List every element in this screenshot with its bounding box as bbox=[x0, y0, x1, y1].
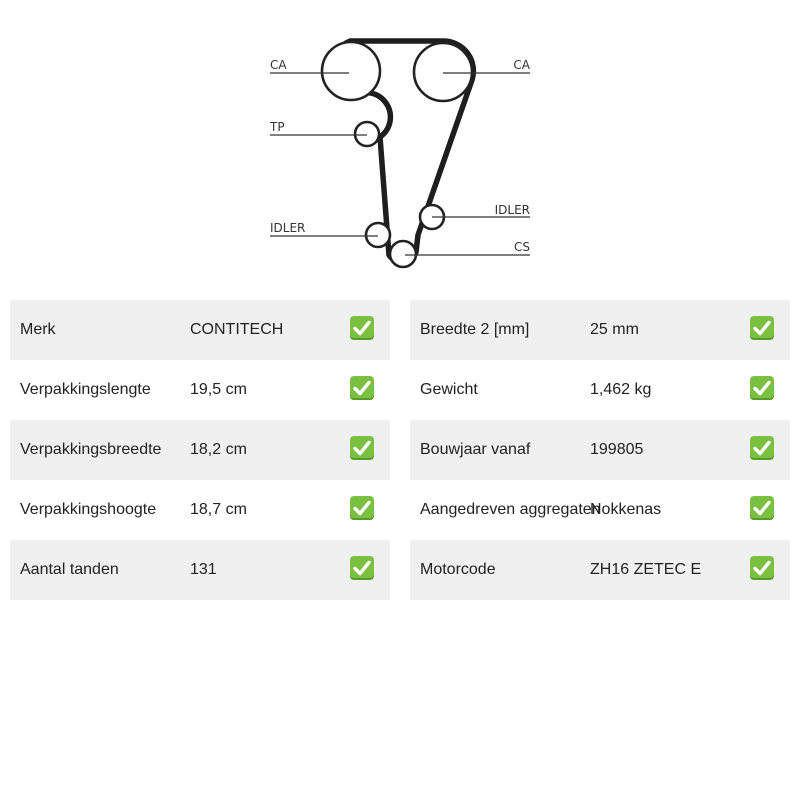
check-mark-button-icon bbox=[350, 436, 374, 460]
spec-label: Motorcode bbox=[420, 561, 496, 578]
crankshaft-pulley bbox=[390, 241, 416, 267]
spec-label: Verpakkingslengte bbox=[20, 381, 151, 398]
spec-table-right bbox=[410, 300, 790, 600]
check-mark-button-icon bbox=[350, 556, 374, 580]
spec-label: Merk bbox=[20, 321, 56, 338]
check-mark-button-icon bbox=[750, 436, 774, 460]
check-mark-button-icon bbox=[750, 376, 774, 400]
spec-row bbox=[410, 420, 790, 480]
timing-belt-diagram bbox=[0, 0, 800, 290]
spec-row bbox=[10, 480, 390, 540]
spec-label: Breedte 2 [mm] bbox=[420, 321, 530, 338]
spec-label: Bouwjaar vanaf bbox=[420, 441, 531, 458]
spec-value: Nokkenas bbox=[590, 501, 662, 518]
spec-value: 199805 bbox=[590, 441, 644, 458]
label-tensioner: TP bbox=[270, 120, 285, 134]
label-cam-left: CA bbox=[270, 58, 287, 72]
idler-pulley-left bbox=[366, 223, 390, 247]
check-mark-button-icon bbox=[750, 316, 774, 340]
camshaft-pulley-left bbox=[322, 42, 380, 100]
spec-label: Aangedreven aggregaten bbox=[420, 501, 601, 518]
spec-value: 19,5 cm bbox=[190, 381, 247, 398]
spec-value: 131 bbox=[190, 561, 217, 578]
spec-value: 18,2 cm bbox=[190, 441, 247, 458]
spec-label: Gewicht bbox=[420, 381, 478, 398]
spec-row bbox=[10, 300, 390, 360]
label-idler-right: IDLER bbox=[494, 203, 530, 217]
spec-value: 1,462 kg bbox=[590, 381, 652, 398]
spec-row bbox=[410, 360, 790, 420]
check-mark-button-icon bbox=[350, 376, 374, 400]
spec-row bbox=[410, 300, 790, 360]
spec-label: Aantal tanden bbox=[20, 561, 119, 578]
check-mark-button-icon bbox=[350, 496, 374, 520]
spec-label: Verpakkingsbreedte bbox=[20, 441, 162, 458]
check-mark-button-icon bbox=[350, 316, 374, 340]
label-cam-right: CA bbox=[513, 58, 530, 72]
label-idler-left: IDLER bbox=[270, 221, 306, 235]
spec-label: Verpakkingshoogte bbox=[20, 501, 157, 518]
spec-row bbox=[410, 540, 790, 600]
spec-row bbox=[410, 480, 790, 540]
label-crankshaft: CS bbox=[514, 240, 530, 254]
spec-row bbox=[10, 540, 390, 600]
spec-value: CONTITECH bbox=[190, 321, 284, 338]
tensioner-pulley bbox=[355, 122, 379, 146]
check-mark-button-icon bbox=[750, 556, 774, 580]
spec-value: 18,7 cm bbox=[190, 501, 247, 518]
camshaft-pulley-right bbox=[414, 43, 472, 101]
spec-value: 25 mm bbox=[590, 321, 639, 338]
spec-row bbox=[10, 360, 390, 420]
spec-table-left bbox=[10, 300, 390, 600]
check-mark-button-icon bbox=[750, 496, 774, 520]
spec-row bbox=[10, 420, 390, 480]
spec-value: ZH16 ZETEC E bbox=[590, 561, 702, 578]
